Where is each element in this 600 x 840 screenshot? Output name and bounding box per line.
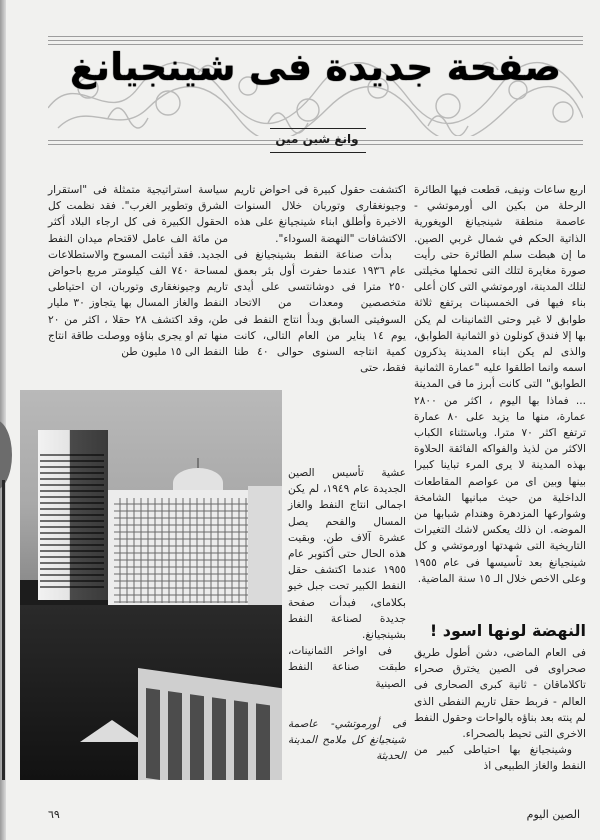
column-right [414,182,586,587]
photo-caption: فى أورموتشي- عاصمة شينجيانغ كل ملامح المدينة الحديثة [288,718,406,762]
city-skyline-photo [20,390,282,780]
paragraph: فى اواخر الثمانينات، طبقت صناعة النفط الصينية [288,645,406,690]
paragraph: عشية تأسيس الصين الجديدة عام ١٩٤٩، لم يكن اجمالى انتاج النفط والغاز المسال والفحم يصل عشرة آلاف طن. وبقيت هذه الحال حتى أكتوبر عام ١٩٥٥ عندما اكتشف حقل النفط الكبير تحت جبل خيو بكلاماى، فبدأت صفحة جديدة لصناعة النفط بشينجيانغ. [288,467,406,642]
binding-line [2,480,5,780]
byline-rule-bottom [270,152,366,153]
column-middle-top [234,182,406,376]
column-middle-narrow [288,465,406,692]
photo-tower-windows [40,450,104,590]
paragraph: اكتشفت حقول كبيرة فى احواض تاريم وجيونغقارى وتوربان خلال السنوات الاخيرة وأطلق ابناء شينجيانغ على هذه الاكتشافات "النهضة السوداء". [234,184,406,245]
byline-rule-top [270,128,366,129]
banner-rule-top-2 [48,40,583,41]
paragraph: وشينجيانغ بها احتياطى كبير من النفط والغاز الطبيعى اذ [414,744,586,773]
photo-tent-roof [80,720,144,742]
column-right-bottom [414,645,586,775]
column-left [48,182,228,360]
page-number: ٦٩ [48,808,60,821]
paragraph: بدأت صناعة النفط بشينجيانغ فى عام ١٩٣٦ عندما حفرت أول بئر بعمق ٢٥٠ مترا فى دوشانتسى على أيدى متخصصين ومعدات من الاتحاد السوفيتى السابق وبدأ انتاج النفط فى يوم ١٤ يناير من العام التالى، كانت كمية انتاجه السنوى حوالى ٤٠ طنا فقط، حتى [234,248,406,375]
magazine-name: الصين اليوم [526,808,580,821]
article-title: صفحة جديدة فى شينجيانغ [69,45,562,89]
paragraph: سياسة استراتيجية متمثلة فى "استقرار الشرق وتطوير الغرب". فقد نظمت كل الحقول الكبيرة فى كل ارجاء البلاد أكثر من مائة الف عامل لاقتحام ميدان النفط الجديد. فقد أثبتت المسوح والاستطلاعات لمساحة ٧٤٠ الف كيلومتر مربع باحواض تاريم وجيونغقارى وتوربان، ان احتياطى النفط والغاز المسال بها يتجاوز ٣٠ مليار طن، وقد اكتشف ٢٨ حقلا ، اكثر من ٢٠ منها تم او يجرى بناؤه ووصلت طاقة انتاج النفط الى ١٥ مليون طن [48,184,228,359]
paragraph: فى العام الماضى، دشن أطول طريق صحراوى فى الصين يخترق صحراء تاكلاماقان - ثانية كبرى الصحارى فى العالم - فربط حقل تاريم النفطى الذى لم ينته بعد بناؤه بالواحات وحقول النفط الاخرى التى تحيط بالصحراء. [414,647,586,741]
photo-side-block [248,486,282,616]
paragraph: اربع ساعات ونيف، قطعت فيها الطائرة الرحلة من بكين الى أورموتشي - عاصمة منطقة شينجيانغ الويغورية الذاتية الحكم في شمال غربي الصين. ما إن هبطت سلم الطائرة حتى رأيت صورة مغايرة لتلك التى تحملها مخيلتى لتلك المدينة، اورموتشي التى كان أعلى بناء فيها فى الخمسينات يرتفع ثلاثة طوابق لا غير وحتى الثمانينات لم يكن بها إلا فندق كونلون ذو الثمانية الطوابق، والذى لم يكن ابناء المدينة يذكرون اسمه وانما اطلقوا عليه "عمارة الثمانية الطوابق" التى كانت أبرز ما فى المدينة ... فماذا بها اليوم ، اكثر من ٢٨٠٠ عمارة، منها ما يزيد على ٨٠ عمارة ترتفع اكثر ٧٠ مترا. وباستثناء الكباب الاكثر من لذيذ والفواكه الفائقة الحلاوة بهذه المدينة لا يرى المرء تباينا كبيرا بينها وبين اى من عواصم المقاطعات الداخلية من حيث مبانيها الشامخة وشوارعها المزدهرة وهندام شبابها من الموضه. ان ذلك يعكس لاشك التغيرات التاريخية التى شهدتها اورموتشي و كل شينجيانغ بعد تأسيسها فى عام ١٩٥٥ وعلى الاخص خلال الـ ١٥ سنة الماضية. [414,184,586,585]
banner-rule-top [48,36,583,37]
author-byline: وانغ شين مين [275,132,359,146]
section-subheading: النهضة لونها اسود ! [429,621,586,640]
